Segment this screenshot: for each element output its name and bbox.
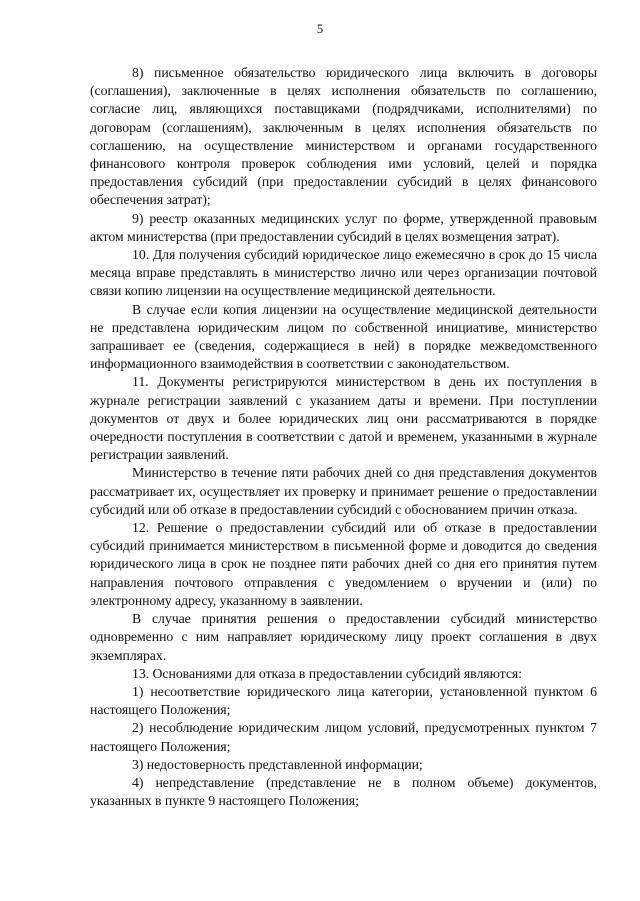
document-body <box>90 64 597 810</box>
paragraph-clause-13: 13. Основаниями для отказа в предоставлении субсидий являются: <box>132 665 522 681</box>
paragraph-item-8-written-obligation: 8) письменное обязательство юридического лица включить в договоры (соглашения), заключенные в целях исполнения обязательств по соглашению, согласие лиц, являющихся поставщиками (подрядчиками, исполнителями) по договорам (соглашениям), заключенным в целях исполнения обязательств по соглашению, на осуществление министерством и органами государственного финансового контроля проверок соблюдения ими условий, целей и порядка предоставления субсидий (при предоставлении субсидий в целях финансового обеспечения затрат); <box>90 65 597 208</box>
paragraph-refusal-ground-3: 3) недостоверность представленной информации; <box>132 756 423 772</box>
paragraph-clause-12: 12. Решение о предоставлении субсидий или об отказе в предоставлении субсидий принимается министерством в письменной форме и доводится до сведения юридического лица в срок не позднее пяти рабочих дней со дня его принятия путем направления почтового отправления с уведомлением о вручении и (или) по электронному адресу, указанному в заявлении. <box>90 520 597 608</box>
page-number: 5 <box>316 22 324 36</box>
paragraph-review-period: Министерство в течение пяти рабочих дней со дня представления документов рассматривает их, осуществляет их проверку и принимает решение о предоставлении субсидий или об отказе в предоставлении субсидий с обоснованием причин отказа. <box>90 465 597 517</box>
paragraph-refusal-ground-2: 2) несоблюдение юридическим лицом условий, предусмотренных пунктом 7 настоящего Положения; <box>90 720 597 754</box>
paragraph-agreement-draft: В случае принятия решения о предоставлении субсидий министерство одновременно с ним направляет юридическому лицу проект соглашения в двух экземплярах. <box>90 611 597 663</box>
paragraph-refusal-ground-4: 4) непредставление (представление не в полном объеме) документов, указанных в пункте 9 настоящего Положения; <box>90 774 597 809</box>
paragraph-clause-10: 10. Для получения субсидий юридическое лицо ежемесячно в срок до 15 числа месяца вправе представлять в министерство лично или через организации почтовой связи копию лицензии на осуществление медицинской деятельности. <box>90 247 597 299</box>
paragraph-clause-11: 11. Документы регистрируются министерством в день их поступления в журнале регистрации заявлений с указанием даты и времени. При поступлении документов от двух и более юридических лиц они рассматриваются в порядке очередности поступления в соответствии с датой и временем, указанными в журнале регистрации заявлений. <box>90 374 597 463</box>
paragraph-refusal-ground-1: 1) несоответствие юридического лица категории, установленной пунктом 6 настоящего Положения; <box>90 683 597 718</box>
paragraph-item-9-services-registry: 9) реестр оказанных медицинских услуг по форме, утвержденной правовым актом министерства (при предоставлении субсидий в целях возмещения затрат). <box>90 210 597 244</box>
paragraph-license-request: В случае если копия лицензии на осуществление медицинской деятельности не представлена юридическим лицом по собственной инициативе, министерство запрашивает ее (сведения, содержащиеся в ней) в порядке межведомственного информационного взаимодействия в соответствии с законодательством. <box>90 301 597 372</box>
